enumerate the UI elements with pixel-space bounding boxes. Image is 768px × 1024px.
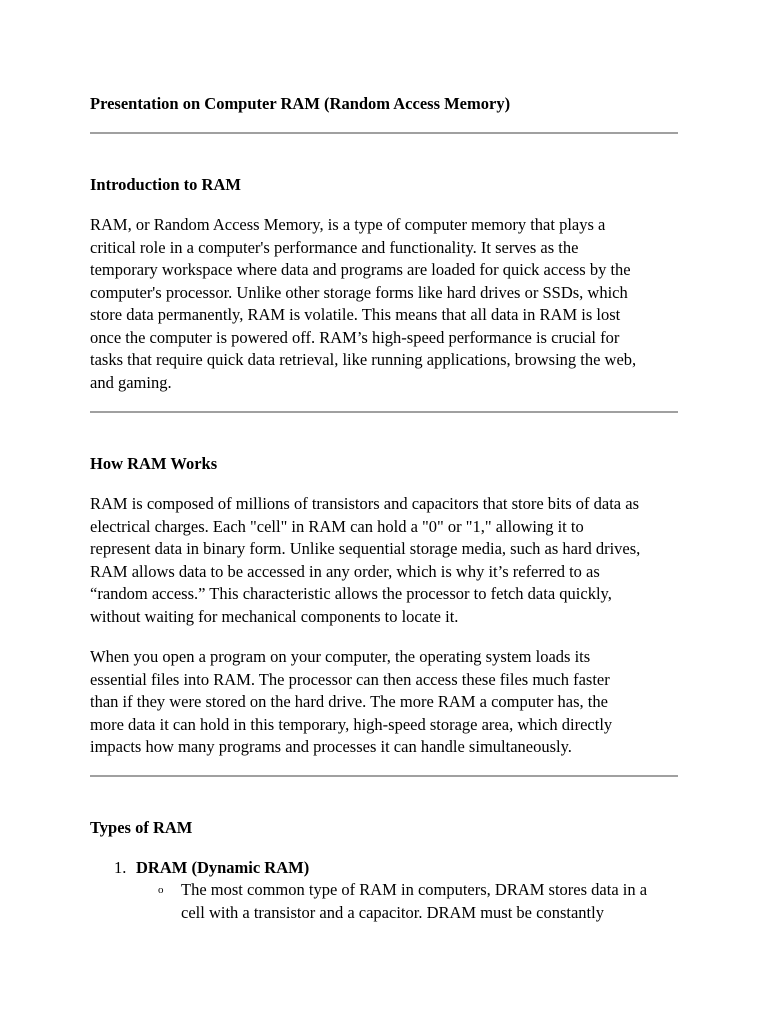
text-line: tasks that require quick data retrieval, like running applications, browsing the web, — [90, 350, 637, 369]
text-line: temporary workspace where data and programs are loaded for quick access by the — [90, 260, 631, 279]
text-line: impacts how many programs and processes it can handle simultaneously. — [90, 737, 572, 756]
section-divider — [90, 411, 678, 413]
text-line: computer's processor. Unlike other storage forms like hard drives or SSDs, which — [90, 282, 628, 302]
text-line: The most common type of RAM in computers, DRAM stores data in a — [181, 880, 648, 899]
list-item-number: 1. — [114, 858, 127, 877]
bullet-icon: o — [158, 884, 164, 896]
text-line: essential files into RAM. The processor can then access these files much faster — [90, 669, 610, 689]
text-line: more data it can hold in this temporary, high-speed storage area, which directly — [90, 714, 613, 734]
text-line: represent data in binary form. Unlike sequential storage media, such as hard drives, — [90, 539, 641, 558]
document-title: Presentation on Computer RAM (Random Access Memory) — [90, 94, 511, 113]
text-line: once the computer is powered off. RAM’s high-speed performance is crucial for — [90, 327, 620, 347]
text-line: RAM is composed of millions of transistors and capacitors that store bits of data as — [90, 494, 639, 513]
text-line: and gaming. — [90, 372, 172, 392]
heading-introduction: Introduction to RAM — [90, 175, 241, 194]
list-item-title: DRAM (Dynamic RAM) — [136, 858, 310, 877]
heading-types-of-ram: Types of RAM — [90, 818, 193, 837]
text-line: When you open a program on your computer, the operating system loads its — [90, 647, 591, 666]
text-line: cell with a transistor and a capacitor. DRAM must be constantly — [181, 902, 604, 922]
paragraph-how-ram-works-1 — [90, 493, 690, 628]
text-line: critical role in a computer's performance and functionality. It serves as the — [90, 237, 579, 257]
paragraph-introduction — [90, 214, 690, 394]
text-line: “random access.” This characteristic allows the processor to fetch data quickly, — [90, 584, 612, 603]
section-divider — [90, 132, 678, 134]
list-item-description — [181, 879, 701, 924]
text-line: RAM allows data to be accessed in any order, which is why it’s referred to as — [90, 561, 600, 581]
heading-how-ram-works: How RAM Works — [90, 454, 218, 473]
text-line: without waiting for mechanical components to locate it. — [90, 606, 459, 626]
text-line: electrical charges. Each "cell" in RAM can hold a "0" or "1," allowing it to — [90, 516, 584, 536]
text-line: RAM, or Random Access Memory, is a type of computer memory that plays a — [90, 215, 606, 234]
paragraph-how-ram-works-2 — [90, 646, 690, 759]
text-line: store data permanently, RAM is volatile. This means that all data in RAM is lost — [90, 305, 621, 324]
text-line: than if they were stored on the hard drive. The more RAM a computer has, the — [90, 692, 608, 711]
section-divider — [90, 775, 678, 777]
